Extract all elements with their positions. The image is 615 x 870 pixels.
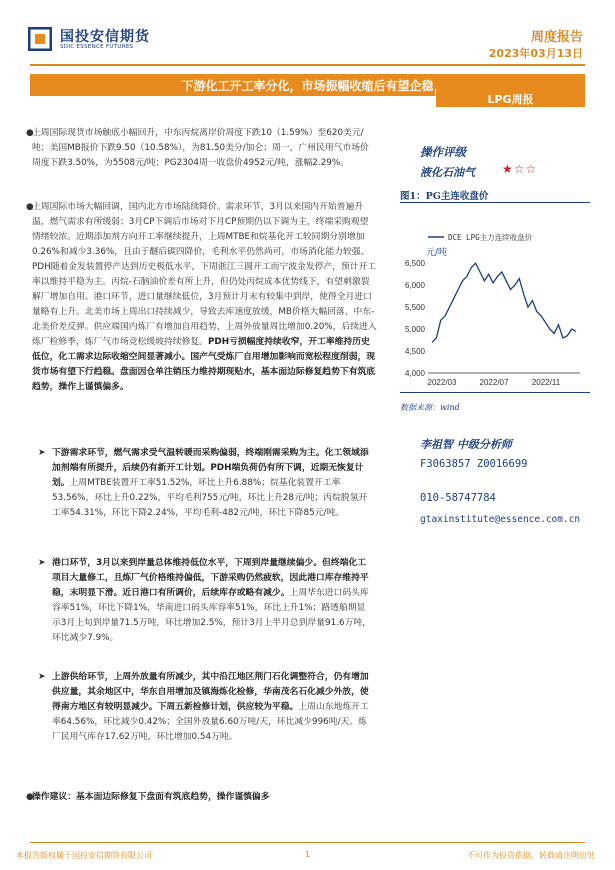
y-tick-label: 4,500 — [404, 347, 425, 357]
bullet-dot-icon: ● — [26, 128, 34, 138]
series-line — [432, 263, 576, 342]
company-logo — [28, 24, 168, 54]
list-item-demand: ➤ 下游需求环节，燃气需求受气温转暖而采购偏弱，终端刚需采购为主。化工领域添加剂端有所提升，后续仍有新开工计划。PDH端负荷仍有所下调，近期无恢复计划。上周MTBE装置开工率51.52%，环比上升6.88%；烷基化装置开工率53.56%，环比上升0.22%，平均毛利755元/吨，环比上升28元/吨；丙烷脱氢开工率54.31%，环比下降2.24%，平均毛利-482元/吨，环比下降85元/吨。 — [38, 448, 369, 518]
bullet-dot-icon: ● — [26, 202, 34, 212]
y-tick-label: 5,000 — [404, 325, 425, 335]
y-tick-label: 5,500 — [404, 303, 425, 313]
y-tick-label: 4,000 — [404, 369, 425, 378]
arrow-icon: ➤ — [38, 448, 46, 458]
y-axis-label: 元/吨 — [426, 248, 448, 258]
section-tag-label: LPG周报 — [487, 93, 534, 106]
legend-label: DCE LPG主力连续收盘价 — [448, 233, 533, 242]
arrow-icon: ➤ — [38, 558, 46, 568]
list-item-port: ➤ 港口环节，3月以来到岸量总体维持低位水平，下周到岸量继续偏少。但终端化工项目大量修工，且炼厂气价格维持偏低，下游采购仍然疲软，因此港口库存维持平稳，末明显下滑。近日港口有所调价，后续库存或略有减少。上周华东进口码头库容率51%，环比下降1%，华南进口码头库容率51%，环比上升1%；路透船期显示3月上旬到岸量71.5万吨，环比增加2.5%，预计3月上半月总到岸量91.6万吨，环比减少7.9%。 — [38, 558, 372, 643]
report-type: 周度报告 — [530, 30, 583, 45]
page-number: 1 — [305, 850, 311, 859]
section-tag — [435, 89, 585, 107]
x-tick-label: 2022/07 — [479, 378, 509, 387]
logo-text-en: SDIC ESSENCE FUTURES — [60, 44, 134, 50]
y-tick-label: 6,500 — [404, 259, 425, 269]
logo-icon — [28, 27, 52, 51]
x-tick-label: 2022/11 — [531, 378, 561, 387]
footer-disclaimer: 不可作为投资依据，转载请注明出处 — [467, 851, 595, 860]
data-source: 数据来源：wind — [400, 403, 460, 412]
footer-copyright: 本报告版权属于国投安信期货有限公司 — [16, 851, 152, 860]
bullet-dot-icon: ● — [26, 792, 34, 802]
x-tick-label: 2022/03 — [427, 378, 457, 387]
x-axis — [428, 373, 580, 387]
operation-advice: ● 操作建议：基本面边际修复下盘面有筑底趋势，操作谨慎偏多 — [32, 790, 377, 805]
header-divider — [30, 64, 585, 66]
figure-bottom-rule — [400, 392, 590, 393]
summary-paragraph-2: ● 上周国际市场大幅回调，国内北方市场陆续降价。需求环节，3月以来国内开始普遍升温，燃气需求有所缓弱；3月CP下调后市场对下月CP预期仍以下调为主，终端采购观望情绪较浓。近期添加剂方向开工率继续提升，上周MTBE和烷基化开工较同期分别增加0.26%和减少3.36%，且由于醚后碳四降价，毛利水平仍然尚可，市场消化能力较强。PDH随着金发装置停产达到历史极低水平，下周浙江三圆开工而宁波金发停产，预计开工率以维持平稳为主。丙烷-石脑油价差有所上升，但仍处丙烷成本优势线下，有望刺激裂解厂增加自用。港口环节，进口量继续低位，3月预计月末有较集中到岸，使得全月进口量略有上升。北美市场上周出口持续减少，导致去库速度放缓，MB价格大幅回落，中东-北美价差反弹。供应端国内炼厂有增加自用趋势，上周外放量周比增加0.20%，后续进入炼厂检修季，炼厂气市场竞松缓坡持续修复。PDH亏损幅度持续收窄，开工率维持历史低位，化工需求边际收缩空间显著减小。国产气受炼厂自用增加影响而宽松程度削弱，现货市场有望下行趋稳。盘面因仓单注销压力维持期现贴水，基本面边际修复趋势下有筑底趋势，操作上谨慎偏多。 — [26, 202, 377, 392]
y-axis — [405, 259, 426, 378]
analyst-phone: 010-58747784 — [420, 492, 496, 504]
analyst-name: 李祖智 中级分析师 — [420, 438, 512, 451]
analyst-license: F3063857 Z0016699 — [420, 458, 528, 470]
footer-divider — [30, 842, 585, 843]
summary-paragraph-1: ● 上周国际现货市场触底小幅回升，中东丙烷离岸价周度下跌10（1.59%）至620美元/吨；美国MB报价下跌9.50（10.58%），为81.50美分/加仑；周一，广州民用气市场价周度下跌3.50%，为5508元/吨；PG2304周一收盘价4952元/吨，涨幅2.29%。 — [26, 128, 369, 168]
logo-text-cn: 国投安信期货 — [60, 29, 150, 45]
list-item-supply: ➤ 上游供给环节，上周外放量有所减少，其中沿江地区荆门石化调整符合，仍有增加供应量，其余地区中，华东自用增加及镇海炼化检修，华南茂名石化减少外放，使得南方地区有较明显减少。下周五新检修计划，供应较为平稳。上周山东地炼开工率64.56%，环比减少0.42%；全国外放量6.60万吨/天，环比减少996吨/天。炼厂民用气库存17.62万吨，环比增加0.54万吨。 — [38, 672, 369, 742]
figure-title: 图1：PG主连收盘价 — [400, 191, 489, 202]
rating-header: 操作评级 — [420, 145, 466, 159]
rating-label: 液化石油气 — [420, 166, 475, 179]
report-date: 2023年03月13日 — [488, 47, 583, 60]
y-tick-label: 6,000 — [404, 281, 425, 291]
price-chart — [400, 205, 590, 390]
figure-top-rule — [400, 202, 590, 203]
analyst-email[interactable]: gtaxinstitute@essence.com.cn — [420, 514, 581, 525]
rating-stars: ★☆☆ — [502, 162, 538, 176]
report-title: 下游化工开工率分化，市场振幅收缩后有望企稳 — [181, 79, 434, 93]
chart-legend — [428, 232, 533, 242]
arrow-icon: ➤ — [38, 672, 46, 682]
